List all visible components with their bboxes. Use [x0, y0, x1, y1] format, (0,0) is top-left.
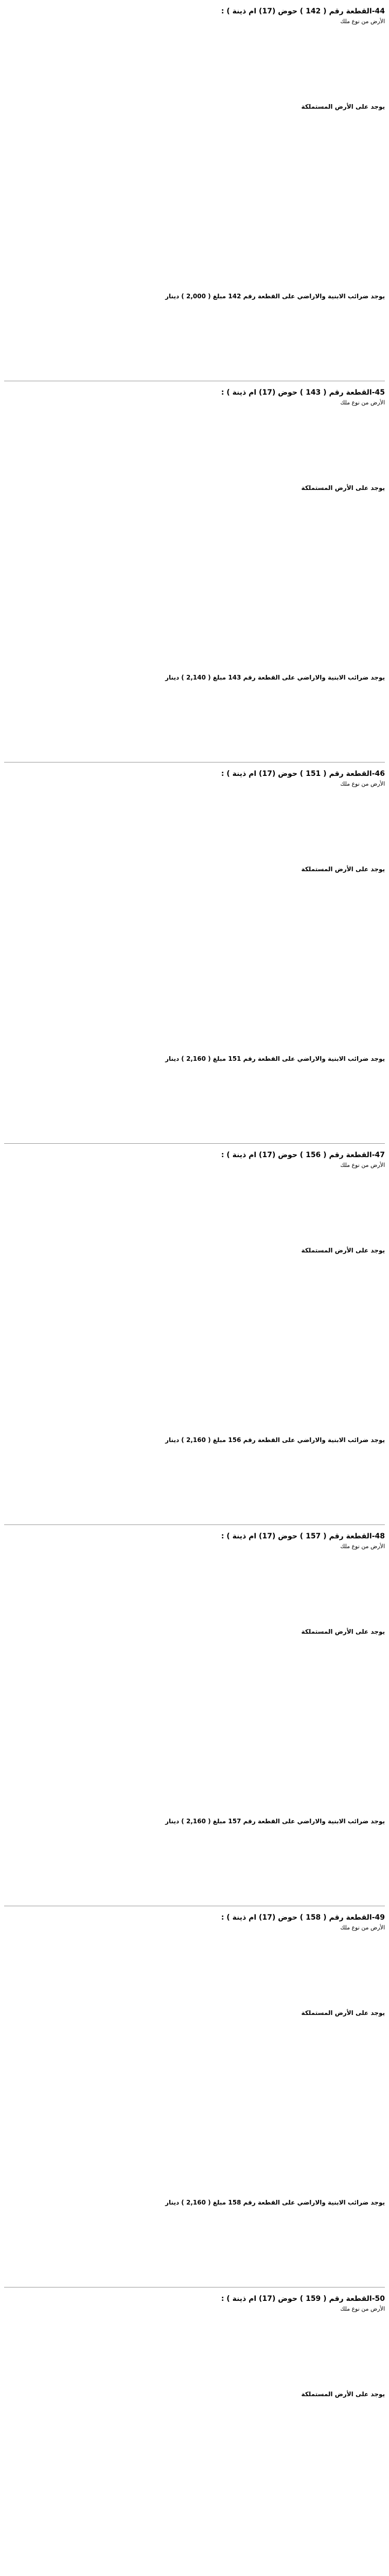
- section-heading: يوجد على الأرض المستملكة: [301, 2391, 385, 2398]
- section-heading: يوجد على الأرض المستملكة: [301, 1628, 385, 1635]
- parcel-section: [4, 762, 385, 1144]
- tax-line: يوجد ضرائب الابنية والاراضي على القطعة رقم 157 مبلغ ( 2,160 ) دينار: [165, 1818, 385, 1825]
- parcel-section: [4, 0, 385, 381]
- content-gap: [4, 2020, 385, 2195]
- parcel-body: الأرض من نوع ملك: [340, 399, 385, 406]
- tax-line: يوجد ضرائب الابنية والاراضي على القطعة رقم 142 مبلغ ( 2,000 ) دينار: [165, 293, 385, 300]
- parcel-title: 50-القطعة رقم ( 159 ) حوض (17) ام ذينة ) :: [221, 2295, 385, 2303]
- tax-line: يوجد ضرائب الابنية والاراضي على القطعة رقم 151 مبلغ ( 2,160 ) دينار: [165, 1055, 385, 1062]
- tax-line: يوجد ضرائب الابنية والاراضي على القطعة رقم 156 مبلغ ( 2,160 ) دينار: [165, 1436, 385, 1444]
- content-gap: [4, 495, 385, 670]
- parcel-title: 48-القطعة رقم ( 157 ) حوض (17) ام ذينة ) :: [221, 1532, 385, 1540]
- content-gap: [4, 1638, 385, 1814]
- parcel-title: 47-القطعة رقم ( 156 ) حوض (17) ام ذينة ) :: [221, 1151, 385, 1159]
- parcel-title: 49-القطعة رقم ( 158 ) حوض (17) ام ذينة ) :: [221, 1913, 385, 1922]
- parcel-body: الأرض من نوع ملك: [340, 781, 385, 787]
- section-heading: يوجد على الأرض المستملكة: [301, 1247, 385, 1254]
- parcel-section: [4, 1144, 385, 1525]
- parcel-section: [4, 381, 385, 762]
- parcel-section: [4, 1525, 385, 1906]
- parcel-title: 45-القطعة رقم ( 143 ) حوض (17) ام ذينة ) :: [221, 388, 385, 397]
- section-heading: يوجد على الأرض المستملكة: [301, 484, 385, 492]
- parcel-title: 44-القطعة رقم ( 142 ) حوض (17) ام ذينة ) :: [221, 7, 385, 15]
- content-gap: [4, 113, 385, 289]
- section-heading: يوجد على الأرض المستملكة: [301, 866, 385, 873]
- parcel-body: الأرض من نوع ملك: [340, 18, 385, 25]
- parcel-section: [4, 2287, 385, 2576]
- parcel-body: الأرض من نوع ملك: [340, 2306, 385, 2312]
- section-heading: يوجد على الأرض المستملكة: [301, 103, 385, 110]
- parcel-body: الأرض من نوع ملك: [340, 1924, 385, 1931]
- tax-line: يوجد ضرائب الابنية والاراضي على القطعة رقم 158 مبلغ ( 2,160 ) دينار: [165, 2199, 385, 2206]
- content-gap: [4, 2401, 385, 2576]
- parcel-body: الأرض من نوع ملك: [340, 1543, 385, 1550]
- parcel-body: الأرض من نوع ملك: [340, 1162, 385, 1168]
- content-gap: [4, 876, 385, 1051]
- parcel-section: [4, 1906, 385, 2287]
- content-gap: [4, 1257, 385, 1432]
- parcel-title: 46-القطعة رقم ( 151 ) حوض (17) ام ذينة ) :: [221, 770, 385, 778]
- section-heading: يوجد على الأرض المستملكة: [301, 2009, 385, 2016]
- tax-line: يوجد ضرائب الابنية والاراضي على القطعة رقم 143 مبلغ ( 2,140 ) دينار: [165, 674, 385, 681]
